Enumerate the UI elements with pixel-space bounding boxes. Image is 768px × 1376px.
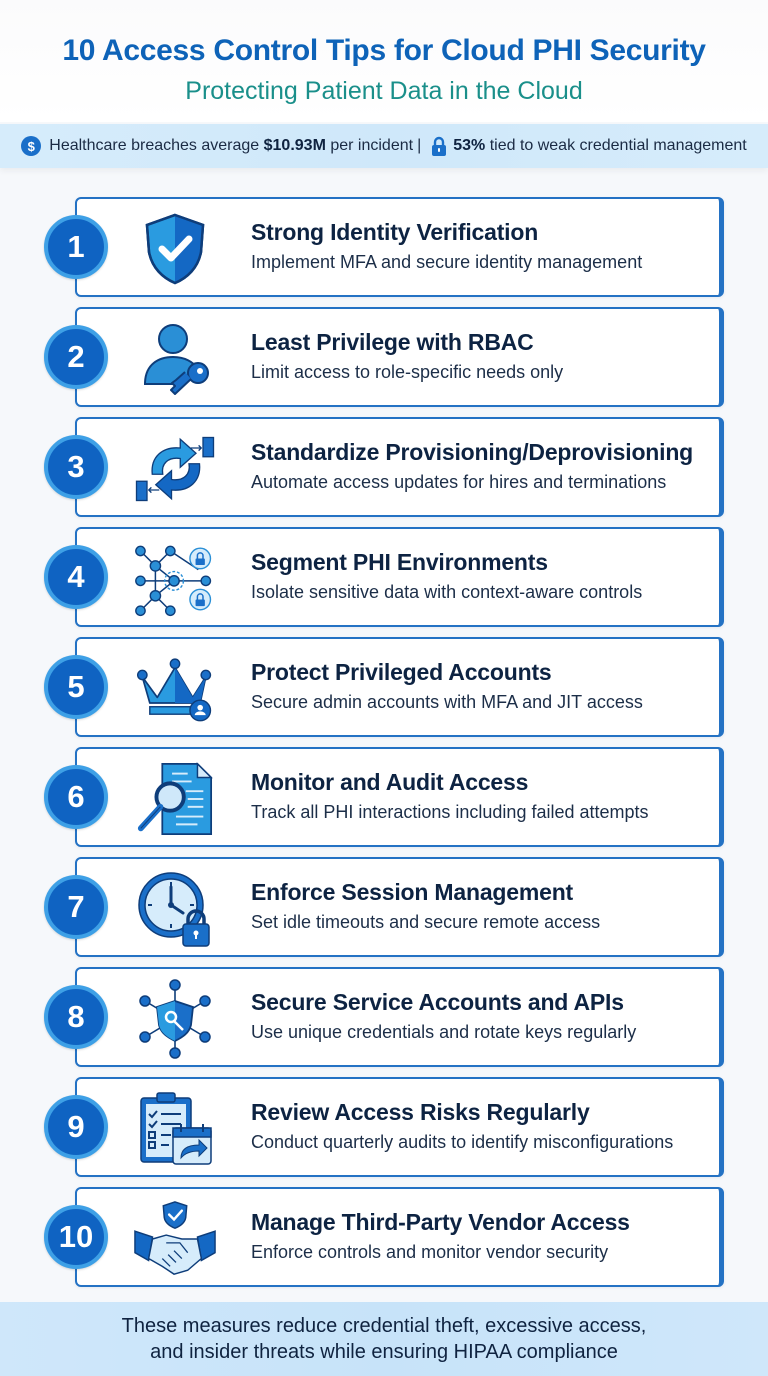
tip-card (75, 857, 724, 957)
footer-summary (0, 1302, 768, 1376)
handshake-shield-icon (133, 1199, 217, 1279)
tip-number-badge: 8 (44, 985, 108, 1049)
tip-card (75, 1077, 724, 1177)
tip-title: Standardize Provisioning/Deprovisioning (251, 439, 694, 465)
tip-description: Enforce controls and monitor vendor security (251, 1242, 609, 1262)
shield-key-network-icon (133, 979, 217, 1059)
tip-number-badge: 5 (44, 655, 108, 719)
footer-line-1: These measures reduce credential theft, excessive access, (121, 1315, 647, 1337)
tip-title: Segment PHI Environments (251, 549, 548, 575)
tip-title: Protect Privileged Accounts (251, 659, 552, 685)
tip-card (75, 747, 724, 847)
stat-2-suffix: tied to weak credential management (485, 137, 747, 154)
network-segment-lock-icon (133, 539, 217, 619)
tip-description: Conduct quarterly audits to identify misconfigurations (251, 1132, 674, 1152)
tip-card (75, 417, 724, 517)
tip-title: Enforce Session Management (251, 879, 573, 905)
tip-title: Manage Third-Party Vendor Access (251, 1209, 630, 1235)
tip-title: Strong Identity Verification (251, 219, 539, 245)
tip-description: Track all PHI interactions including failed attempts (251, 802, 649, 822)
tip-number-badge: 2 (44, 325, 108, 389)
provisioning-cycle-icon (133, 429, 217, 509)
page-title: 10 Access Control Tips for Cloud PHI Security (62, 34, 706, 67)
stat-2-value: 53% (453, 137, 486, 154)
stat-separator: | (417, 137, 422, 154)
tip-title: Monitor and Audit Access (251, 769, 529, 795)
tip-number-badge: 9 (44, 1095, 108, 1159)
shield-check-icon (133, 209, 217, 289)
tip-number-badge: 4 (44, 545, 108, 609)
tip-card (75, 527, 724, 627)
crown-admin-icon (133, 649, 217, 729)
stat-banner (0, 124, 768, 168)
tip-number-badge: 7 (44, 875, 108, 939)
tip-description: Implement MFA and secure identity management (251, 252, 643, 272)
tip-card (75, 307, 724, 407)
stat-1-prefix: Healthcare breaches average (49, 137, 264, 154)
footer-line-2: and insider threats while ensuring HIPAA compliance (150, 1341, 618, 1363)
checklist-calendar-icon (133, 1089, 217, 1169)
lock-icon (431, 136, 447, 156)
tip-number-badge: 10 (44, 1205, 108, 1269)
user-key-icon (133, 319, 217, 399)
tip-card (75, 1187, 724, 1287)
stat-1-suffix: per incident (325, 137, 414, 154)
page-subtitle: Protecting Patient Data in the Cloud (185, 77, 583, 105)
tip-card (75, 637, 724, 737)
tip-description: Secure admin accounts with MFA and JIT access (251, 692, 643, 712)
tip-description: Set idle timeouts and secure remote access (251, 912, 601, 932)
tip-description: Automate access updates for hires and terminations (251, 472, 667, 492)
tip-number-badge: 6 (44, 765, 108, 829)
tip-title: Secure Service Accounts and APIs (251, 989, 624, 1015)
tip-number-badge: 3 (44, 435, 108, 499)
clock-lock-icon (133, 869, 217, 949)
tip-title: Review Access Risks Regularly (251, 1099, 590, 1125)
tip-card (75, 967, 724, 1067)
document-magnifier-icon (133, 759, 217, 839)
tip-card (75, 197, 724, 297)
tip-description: Limit access to role-specific needs only (251, 362, 564, 382)
dollar-icon: $ (21, 136, 41, 156)
tip-number-badge: 1 (44, 215, 108, 279)
tip-title: Least Privilege with RBAC (251, 329, 534, 355)
tip-description: Isolate sensitive data with context-aware controls (251, 582, 643, 602)
stat-1-value: $10.93M (263, 137, 326, 154)
header (0, 0, 768, 122)
tip-description: Use unique credentials and rotate keys regularly (251, 1022, 637, 1042)
